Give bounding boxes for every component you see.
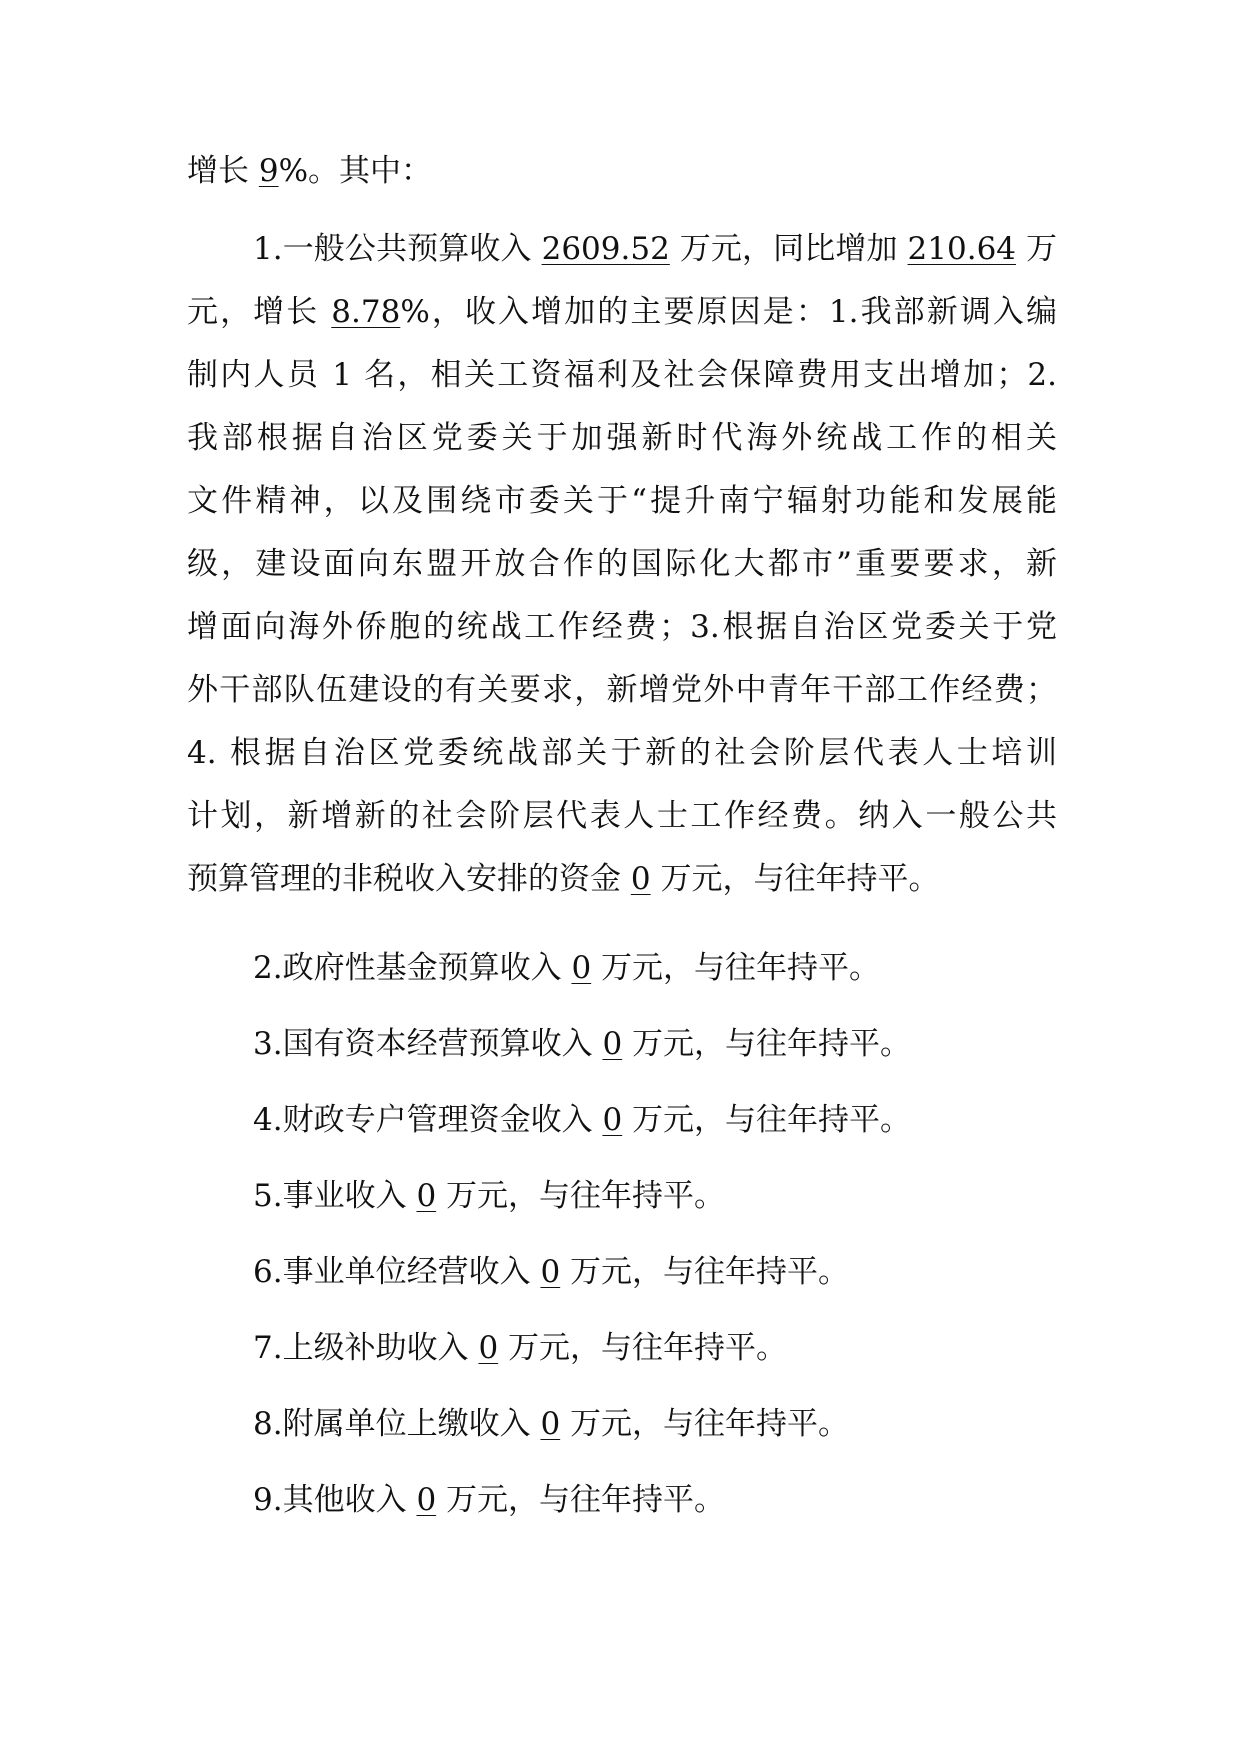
item-text: 万元，与往年持平。 xyxy=(436,1178,726,1214)
item-1-line-8: 外干部队伍建设的有关要求，新增党外中青年干部工作经费； xyxy=(187,672,1057,708)
item-1-line-2 xyxy=(187,281,1057,344)
item-6-paragraph xyxy=(187,1241,1057,1304)
list-item xyxy=(187,1165,1057,1228)
item-label: 3.国有资本经营预算收入 xyxy=(253,1026,603,1062)
intro-line xyxy=(187,140,1057,203)
item-1-line-5: 文件精神，以及围绕市委关于“提升南宁辐射功能和发展能 xyxy=(187,483,1057,519)
item-1-text: 预算管理的非税收入安排的资金 xyxy=(187,861,631,897)
item-1-increase: 210.64 xyxy=(907,231,1017,267)
item-1-line-11 xyxy=(187,848,1057,911)
item-amount: 0 xyxy=(416,1178,437,1214)
item-text: 万元，与往年持平。 xyxy=(560,1406,850,1442)
intro-text-end: %。其中： xyxy=(278,153,433,189)
item-1-line-6: 级，建设面向东盟开放合作的国际化大都市”重要要求，新 xyxy=(187,546,1057,582)
item-text: 万元，与往年持平。 xyxy=(591,950,881,986)
item-amount: 0 xyxy=(602,1026,623,1062)
list-item xyxy=(187,937,1057,1000)
list-item xyxy=(187,1469,1057,1532)
item-label: 5.事业收入 xyxy=(253,1178,417,1214)
item-amount: 0 xyxy=(478,1330,499,1366)
list-item xyxy=(187,1393,1057,1456)
item-amount: 0 xyxy=(602,1102,623,1138)
item-1-line-3: 制内人员 1 名，相关工资福利及社会保障费用支出增加；2. xyxy=(187,357,1057,393)
item-label: 7.上级补助收入 xyxy=(253,1330,479,1366)
item-1-line-4: 我部根据自治区党委关于加强新时代海外统战工作的相关 xyxy=(187,420,1057,456)
item-1-nontax-amount: 0 xyxy=(630,861,651,897)
item-1-line-10: 计划，新增新的社会阶层代表人士工作经费。纳入一般公共 xyxy=(187,798,1057,834)
item-3-paragraph xyxy=(187,1013,1057,1076)
item-1-amount: 2609.52 xyxy=(541,231,670,267)
item-1-text: 万元，同比增加 xyxy=(669,231,908,267)
item-label: 2.政府性基金预算收入 xyxy=(253,950,572,986)
item-2-paragraph xyxy=(187,937,1057,1000)
item-1-line-9: 4. 根据自治区党委统战部关于新的社会阶层代表人士培训 xyxy=(187,735,1057,771)
list-item xyxy=(187,1013,1057,1076)
item-label: 9.其他收入 xyxy=(253,1482,417,1518)
item-1-text: %，收入增加的主要原因是：1.我部新调入编 xyxy=(400,294,1058,330)
item-1-paragraph xyxy=(187,218,1057,911)
item-1-text-end: 万 xyxy=(1016,231,1058,267)
item-1-text-end: 万元，与往年持平。 xyxy=(650,861,940,897)
item-amount: 0 xyxy=(540,1254,561,1290)
item-1-label: 1.一般公共预算收入 xyxy=(253,231,542,267)
item-text: 万元，与往年持平。 xyxy=(622,1102,912,1138)
item-7-paragraph xyxy=(187,1317,1057,1380)
item-amount: 0 xyxy=(571,950,592,986)
item-label: 4.财政专户管理资金收入 xyxy=(253,1102,603,1138)
intro-text: 增长 xyxy=(187,153,259,189)
item-amount: 0 xyxy=(416,1482,437,1518)
item-text: 万元，与往年持平。 xyxy=(622,1026,912,1062)
item-amount: 0 xyxy=(540,1406,561,1442)
growth-rate-value: 9 xyxy=(258,153,279,189)
list-item xyxy=(187,1089,1057,1152)
list-item xyxy=(187,1241,1057,1304)
list-item xyxy=(187,1317,1057,1380)
item-1-rate: 8.78 xyxy=(331,294,401,330)
item-8-paragraph xyxy=(187,1393,1057,1456)
item-9-paragraph xyxy=(187,1469,1057,1532)
item-1-line-1 xyxy=(187,218,1057,281)
item-1-text: 元，增长 xyxy=(187,294,332,330)
item-text: 万元，与往年持平。 xyxy=(498,1330,788,1366)
item-text: 万元，与往年持平。 xyxy=(436,1482,726,1518)
item-5-paragraph xyxy=(187,1165,1057,1228)
intro-paragraph xyxy=(187,140,1057,203)
item-text: 万元，与往年持平。 xyxy=(560,1254,850,1290)
item-4-paragraph xyxy=(187,1089,1057,1152)
item-label: 6.事业单位经营收入 xyxy=(253,1254,541,1290)
item-label: 8.附属单位上缴收入 xyxy=(253,1406,541,1442)
item-1-line-7: 增面向海外侨胞的统战工作经费；3.根据自治区党委关于党 xyxy=(187,609,1057,645)
